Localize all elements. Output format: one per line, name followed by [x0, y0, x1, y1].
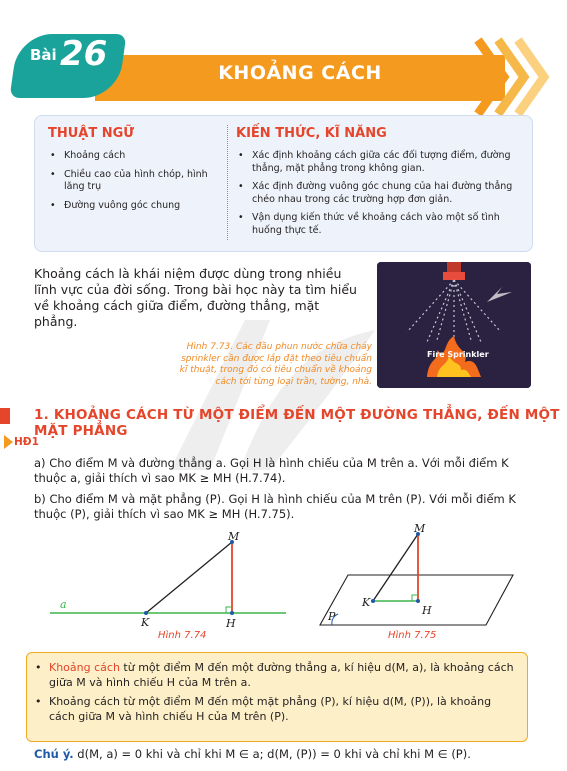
label-K: K	[362, 596, 371, 609]
arrow-icon	[4, 435, 13, 449]
skills-list	[232, 150, 522, 243]
activity-label: HĐ1	[14, 436, 39, 448]
definition-item: • Khoảng cách từ một điểm M đến một mặt phẳng (P), kí hiệu d(M, (P)), là khoảng cách giữa M và hình chiếu H của M trên (P).	[29, 695, 517, 724]
sprinkler-illustration	[377, 262, 531, 388]
lesson-word: Bài	[30, 46, 57, 64]
label-H: H	[422, 604, 432, 617]
chevrons-decoration	[470, 36, 550, 118]
term-item: • Chiều cao của hình chóp, hình lăng trụ	[44, 169, 224, 194]
task-b: b) Cho điểm M và mặt phẳng (P). Gọi H là hình chiếu của M trên (P). Với mỗi điểm K thuộc (P), giải thích vì sao MK ≥ MH (H.7.75).	[34, 492, 516, 521]
label-P: P	[328, 610, 336, 623]
photo-label: Fire Sprinkler	[427, 350, 489, 359]
label-K: K	[141, 616, 150, 629]
note-text: d(M, a) = 0 khi và chỉ khi M ∈ a; d(M, (P)) = 0 khi và chỉ khi M ∈ (P).	[73, 747, 471, 761]
definition-text: từ một điểm M đến một đường thẳng a, kí hiệu d(M, a), là khoảng cách giữa M và hình chiếu H của M trên a.	[49, 661, 514, 689]
task-a: a) Cho điểm M và đường thẳng a. Gọi H là hình chiếu của M trên a. Với mỗi điểm K thuộc a, giải thích vì sao MK ≥ MH (H.7.74).	[34, 456, 509, 485]
term-item: • Đường vuông góc chung	[44, 200, 224, 213]
figure-7-75	[318, 520, 528, 630]
box-divider	[227, 125, 228, 240]
terms-heading: THUẬT NGỮ	[48, 126, 135, 141]
note-key: Chú ý.	[34, 747, 74, 761]
definition-item	[29, 661, 517, 690]
label-a: a	[60, 598, 67, 611]
label-M: M	[228, 530, 240, 543]
skills-heading: KIẾN THỨC, KĨ NĂNG	[236, 126, 387, 141]
definition-term: Khoảng cách	[49, 661, 120, 674]
definition-box	[26, 652, 528, 742]
label-M: M	[414, 522, 426, 535]
sprinkler-photo	[377, 262, 531, 388]
label-H: H	[226, 617, 236, 630]
note	[34, 747, 471, 761]
lesson-title: KHOẢNG CÁCH	[218, 62, 382, 84]
skill-item: • Xác định khoảng cách giữa các đối tượng điểm, đường thẳng, mặt phẳng trong không gian.	[232, 150, 522, 175]
section-1-title: 1. KHOẢNG CÁCH TỪ MỘT ĐIỂM ĐẾN MỘT ĐƯỜNG THẲNG, ĐẾN MỘT MẶT PHẲNG	[34, 407, 560, 439]
intro-paragraph: Khoảng cách là khái niệm được dùng trong nhiều lĩnh vực của đời sống. Trong bài học này ta tìm hiểu về khoảng cách giữa điểm, đường thẳng, mặt phẳng.	[34, 266, 357, 329]
figure-7-74	[50, 528, 290, 638]
figure-7-74-caption: Hình 7.74	[158, 630, 207, 641]
skill-item: • Xác định đường vuông góc chung của hai đường thẳng chéo nhau trong các trường hợp đơn giản.	[232, 181, 522, 206]
lesson-number: 26	[60, 34, 108, 74]
skill-item: • Vận dụng kiến thức về khoảng cách vào một số tình huống thực tế.	[232, 212, 522, 237]
terms-list	[44, 150, 224, 218]
section-marker	[0, 408, 10, 424]
figure-7-73-caption: Hình 7.73. Các đầu phun nước chữa cháy sprinkler cần được lắp đặt theo tiêu chuẩn kĩ thuật, trong đó có tiêu chuẩn về khoảng cách tới từng loại trần, tường, nhà.	[179, 342, 372, 387]
term-item: • Khoảng cách	[44, 150, 224, 163]
figure-7-75-caption: Hình 7.75	[388, 630, 437, 641]
